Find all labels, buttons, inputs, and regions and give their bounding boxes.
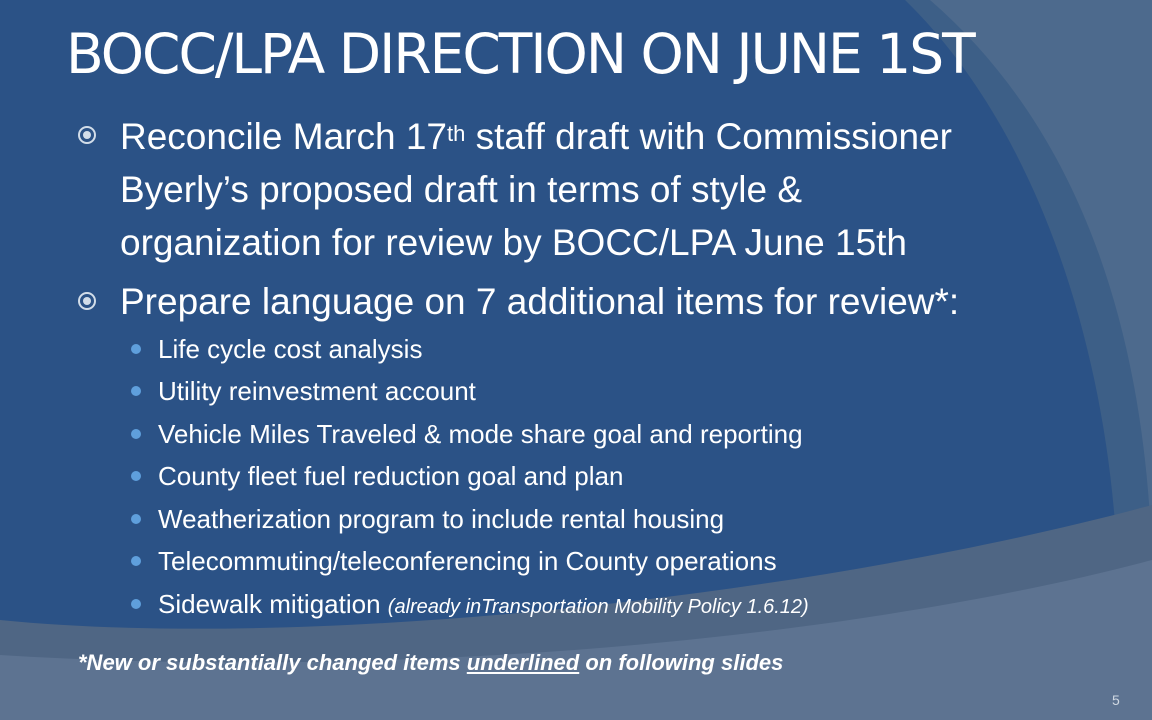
bullet-1-text-b: staff draft with Commissioner — [465, 116, 952, 157]
subitem: Telecommuting/teleconferencing in County operations — [158, 546, 777, 576]
subitem-sidewalk-note: (already inTransportation Mobility Policy 1.6.12) — [387, 596, 809, 618]
footnote — [78, 648, 1078, 678]
subitem: Utility reinvestment account — [158, 376, 476, 406]
subitem-sidewalk-text: Sidewalk mitigation — [158, 589, 388, 619]
bullet-1-marker — [78, 126, 96, 144]
subbullet-marker — [131, 514, 141, 524]
footnote-text-a: *New or substantially changed items — [78, 650, 467, 675]
subbullet-marker — [131, 556, 141, 566]
subitem: Weatherization program to include rental housing — [158, 504, 725, 534]
footnote-text-b: on following slides — [579, 650, 784, 675]
subbullet-marker — [131, 599, 141, 609]
bullet-2-marker — [78, 292, 96, 310]
bullet-1-superscript: th — [446, 121, 466, 146]
subitem: Life cycle cost analysis — [158, 334, 423, 364]
subbullet-marker — [131, 386, 141, 396]
bullet-1-line-3: organization for review by BOCC/LPA June 15th — [120, 222, 908, 263]
subitem-sidewalk — [158, 588, 1118, 623]
page-number: 5 — [1112, 692, 1120, 708]
subbullet-marker — [131, 429, 141, 439]
bullet-2-text: Prepare language on 7 additional items for review*: — [120, 281, 960, 322]
slide-title: BOCC/LPA DIRECTION ON JUNE 1ST — [66, 22, 974, 86]
bullet-1-line-2: Byerly’s proposed draft in terms of style & — [120, 169, 803, 210]
bullet-1-line-1 — [120, 110, 1110, 163]
subbullet-marker — [131, 471, 141, 481]
footnote-underlined: underlined — [466, 650, 580, 675]
subitem: Vehicle Miles Traveled & mode share goal and reporting — [158, 419, 803, 449]
bullet-1-text-a: Reconcile March 17 — [120, 116, 447, 157]
subbullet-marker — [131, 344, 141, 354]
subitem: County fleet fuel reduction goal and plan — [158, 461, 624, 491]
